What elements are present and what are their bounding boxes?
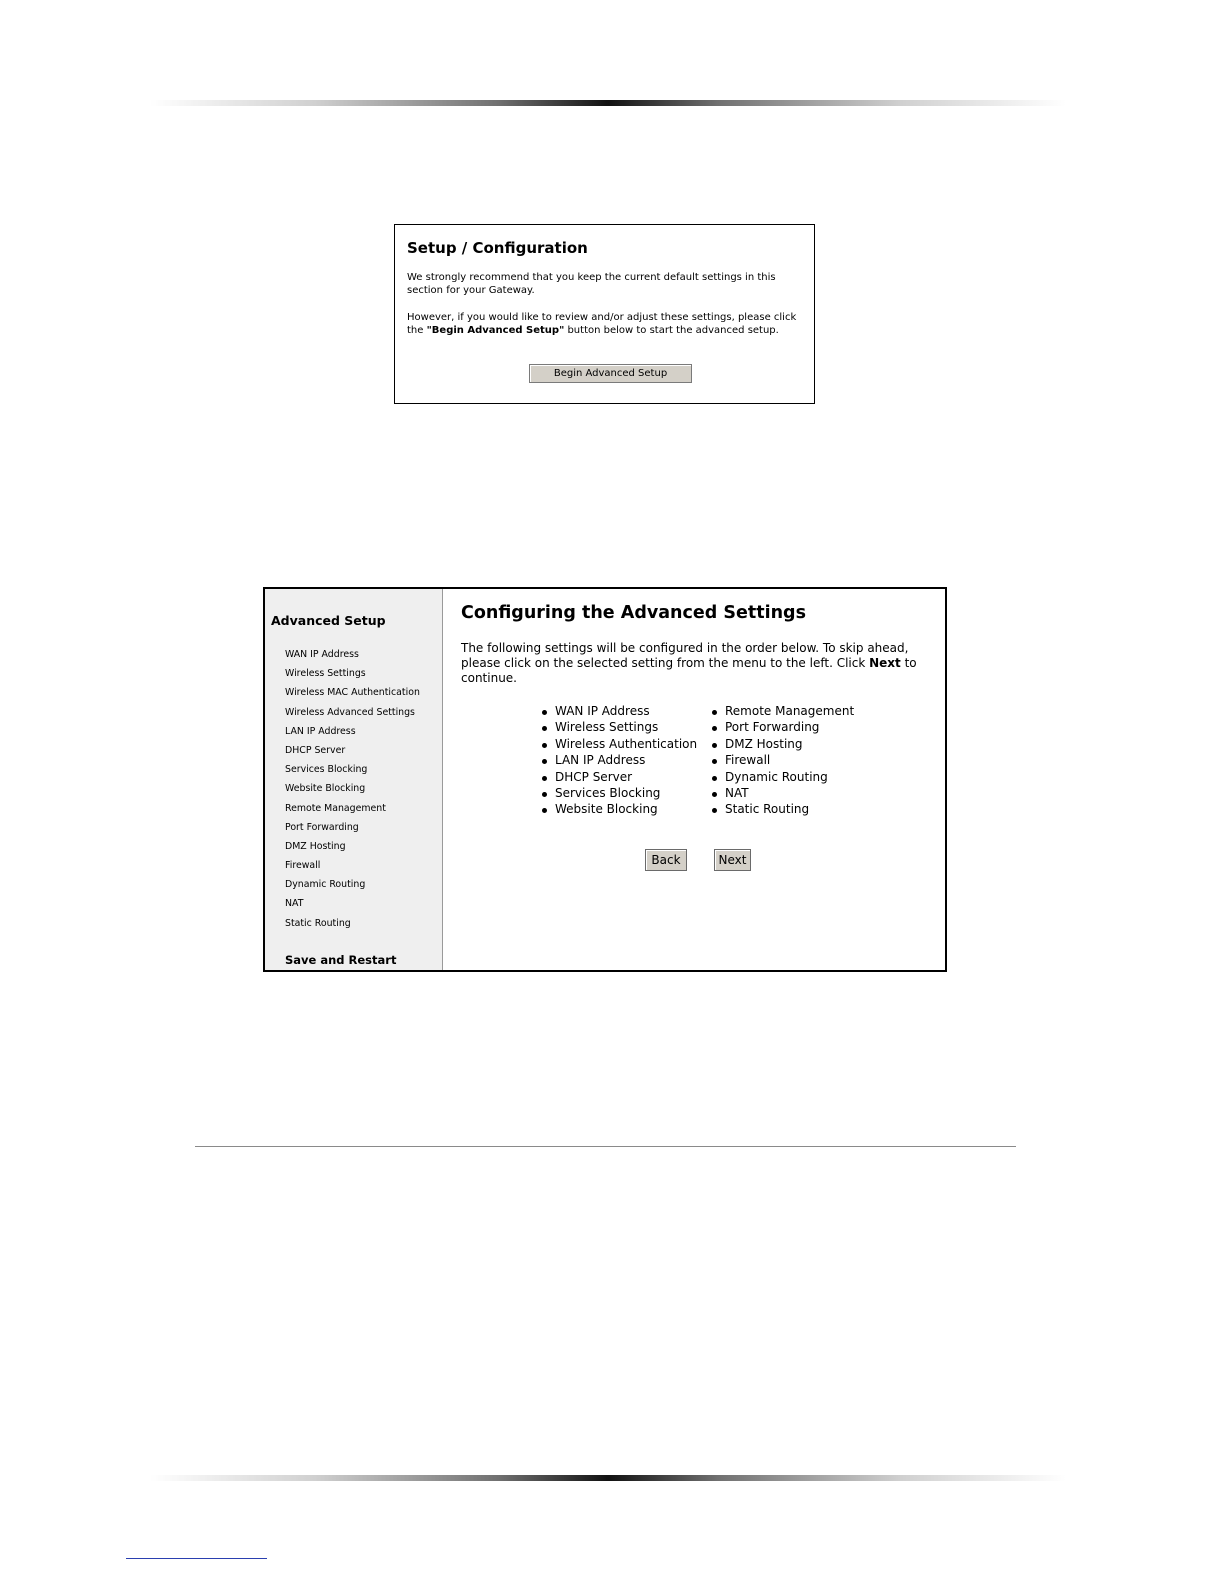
sidebar-item-dhcp-server[interactable]: DHCP Server <box>285 744 346 756</box>
sidebar-item-port-forwarding[interactable]: Port Forwarding <box>285 821 359 833</box>
advanced-settings-window <box>263 587 947 972</box>
sidebar-item-wireless-settings[interactable]: Wireless Settings <box>285 668 366 680</box>
list-item: WAN IP Address <box>539 703 697 719</box>
begin-advanced-setup-button[interactable]: Begin Advanced Setup <box>529 364 692 383</box>
intro-text-part: The following settings will be configured in the order below. To skip ahead, please click on the selected setting from the menu to the left. Click <box>461 641 909 670</box>
sidebar-item-dmz-hosting[interactable]: DMZ Hosting <box>285 840 346 852</box>
list-item: Remote Management <box>709 703 854 719</box>
setup-instruction-part: However, if you would like to review and/or adjust these settings, please click the <box>407 312 797 336</box>
list-item: Website Blocking <box>539 801 697 817</box>
sidebar-item-wan-ip-address[interactable]: WAN IP Address <box>285 649 359 660</box>
sidebar-item-remote-management[interactable]: Remote Management <box>285 802 386 814</box>
settings-list-left <box>539 703 697 818</box>
intro-next-bold: Next <box>869 656 901 670</box>
list-item: Services Blocking <box>539 785 697 801</box>
setup-title: Setup / Configuration <box>407 239 588 257</box>
advanced-intro-text <box>461 641 933 686</box>
list-item: NAT <box>709 785 854 801</box>
footer-underline <box>126 1558 267 1559</box>
setup-instruction-end: button below to start the advanced setup. <box>564 325 779 336</box>
advanced-setup-sidebar <box>265 589 443 970</box>
list-item: Static Routing <box>709 801 854 817</box>
setup-instruction-bold: "Begin Advanced Setup" <box>426 325 565 336</box>
back-button[interactable]: Back <box>645 849 687 871</box>
sidebar-item-dynamic-routing[interactable]: Dynamic Routing <box>285 879 366 891</box>
sidebar-item-wireless-advanced-settings[interactable]: Wireless Advanced Settings <box>285 706 415 718</box>
intro-text-end: to continue. <box>461 656 917 685</box>
sidebar-item-services-blocking[interactable]: Services Blocking <box>285 764 368 776</box>
top-gradient-rule <box>150 100 1066 106</box>
list-item: Wireless Authentication <box>539 736 697 752</box>
setup-configuration-panel <box>394 224 815 404</box>
list-item: Firewall <box>709 752 854 768</box>
list-item: Dynamic Routing <box>709 769 854 785</box>
list-item: DMZ Hosting <box>709 736 854 752</box>
bottom-gradient-rule <box>150 1475 1066 1481</box>
sidebar-item-lan-ip-address[interactable]: LAN IP Address <box>285 725 356 737</box>
advanced-settings-content <box>443 589 945 970</box>
sidebar-item-nat[interactable]: NAT <box>285 898 304 910</box>
list-item: Wireless Settings <box>539 719 697 735</box>
next-button[interactable]: Next <box>714 849 751 871</box>
sidebar-item-website-blocking[interactable]: Website Blocking <box>285 783 366 795</box>
list-item: Port Forwarding <box>709 719 854 735</box>
sidebar-item-wireless-mac-authentication[interactable]: Wireless MAC Authentication <box>285 687 420 699</box>
sidebar-item-static-routing[interactable]: Static Routing <box>285 917 351 929</box>
page-title: Configuring the Advanced Settings <box>461 603 806 623</box>
sidebar-menu <box>285 645 420 933</box>
settings-list-right <box>709 703 854 818</box>
setup-recommendation-text: We strongly recommend that you keep the current default settings in this section for your Gateway. <box>407 272 776 296</box>
sidebar-item-firewall[interactable]: Firewall <box>285 860 321 872</box>
list-item: DHCP Server <box>539 769 697 785</box>
sidebar-heading: Advanced Setup <box>271 613 386 628</box>
sidebar-item-save-and-restart[interactable]: Save and Restart <box>285 953 397 967</box>
section-divider <box>195 1146 1016 1147</box>
list-item: LAN IP Address <box>539 752 697 768</box>
setup-instruction-text <box>407 311 805 337</box>
